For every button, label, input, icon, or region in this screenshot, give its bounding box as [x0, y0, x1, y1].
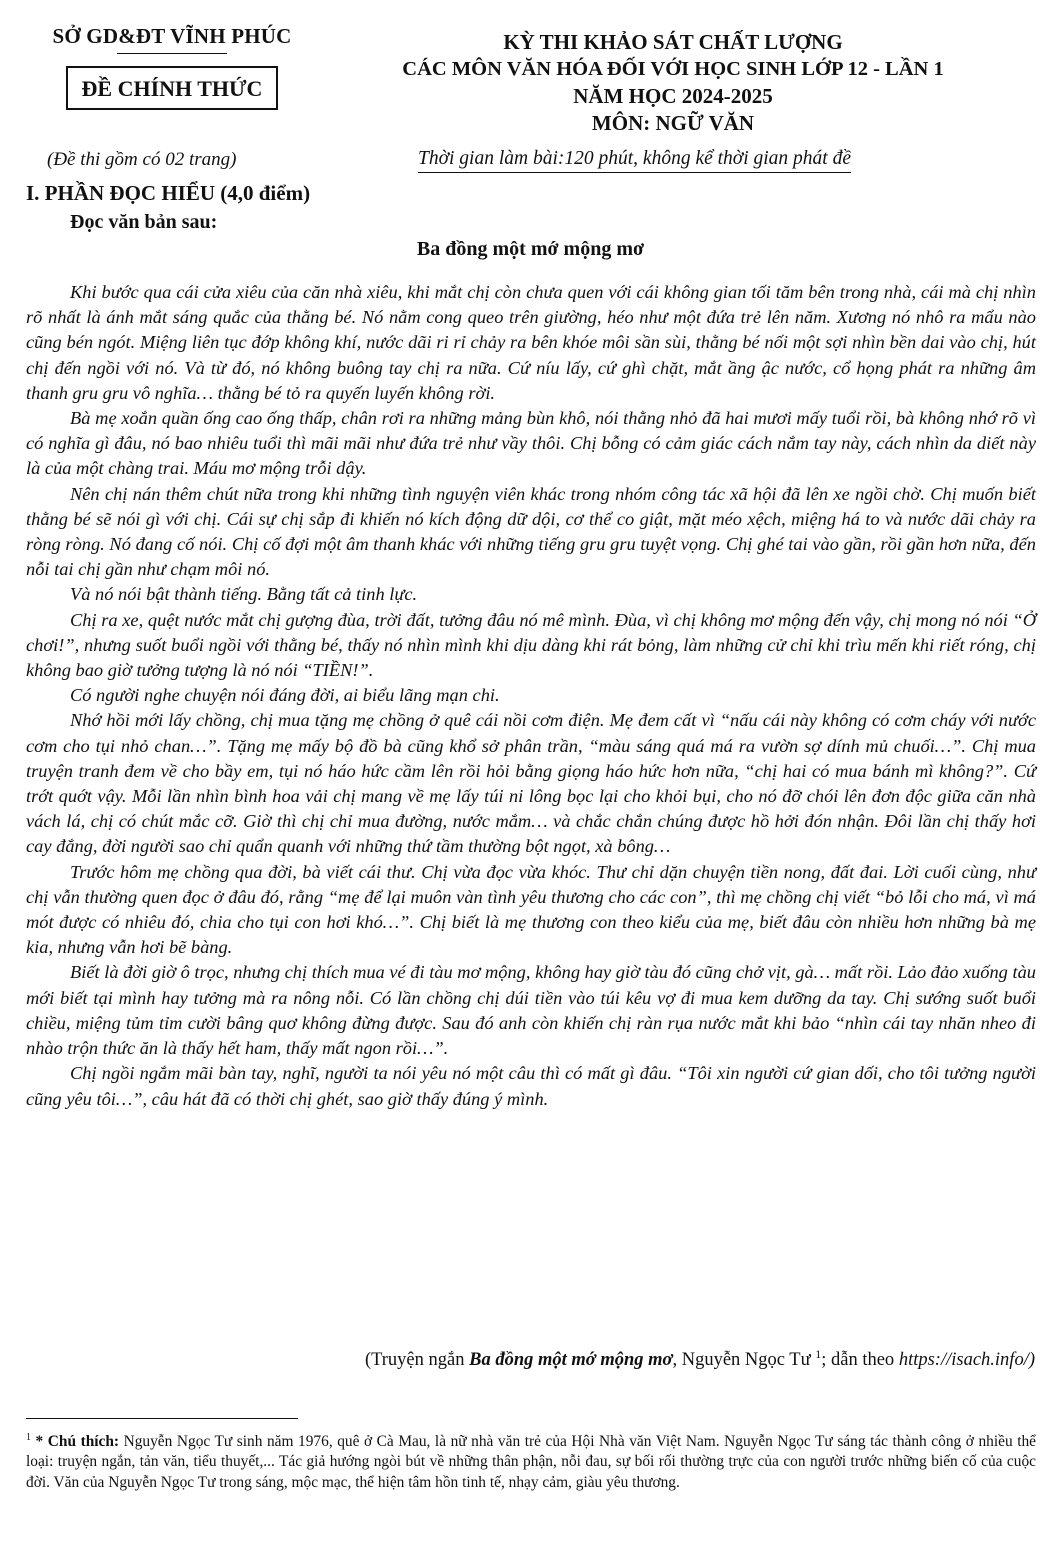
section-heading: I. PHẦN ĐỌC HIỂU (4,0 điểm) — [26, 181, 311, 205]
paragraph: Nên chị nán thêm chút nữa trong khi những tình nguyện viên khác trong nhóm công tác xã hội đã lên xe ngồi chờ. Chị muốn biết thằng bé sẽ nói gì với chị. Cái sự chị sắp đi khiến nó kích động dữ dội, cơ thể co giật, mặt méo xệch, miệng há to và nước dãi chảy ra ròng ròng. Nó đang cố nói. Chị cố đợi một âm thanh khác với những tiếng gru gru tuyệt vọng. Chị ghé tai vào gần, rồi gần hơn nữa, đến nỗi tai chị gần như chạm môi nó. — [26, 483, 1036, 580]
paragraph: Bà mẹ xoắn quần ống cao ống thấp, chân rơi ra những mảng bùn khô, nói thằng nhỏ đã hai mươi mấy tuổi rồi, bà không nhớ rõ vì có nghĩa gì đâu, nó bao nhiêu tuổi thì mãi mãi như đứa trẻ như vầy thôi. Chị bỗng có cảm giác cách nắm tay này, cách nhìn da diết này là của một chàng trai. Máu mơ mộng trỗi dậy. — [26, 408, 1036, 479]
paragraph: Chị ngồi ngắm mãi bàn tay, nghĩ, người ta nói yêu nó một câu thì có mất gì đâu. “Tôi xin người cứ gian dối, cho tôi tưởng người cũng yêu tôi…”, câu hát đã có thời chị ghét, sao giờ thấy đúng ý mình. — [26, 1063, 1036, 1109]
footnote — [26, 1428, 1036, 1493]
source-work-title: Ba đồng một mớ mộng mơ — [469, 1350, 673, 1371]
department-underline — [117, 53, 227, 54]
paragraph: Khi bước qua cái cửa xiêu của căn nhà xiêu, khi mắt chị còn chưa quen với cái không gian tối tăm bên trong nhà, cái mà chị nhìn rõ nhất là ánh mắt sáng quắc của thằng bé. Nó nằm cong queo trên giường, héo như một đứa trẻ lên năm. Xương nó nhô ra mẩu nào cũng bén ngót. Miệng liên tục đớp không khí, nước dãi ri rỉ chảy ra bên khóe môi sần sùi, thằng bé nối một sợi nhìn bền dai vào chị, hút chị đến ngồi với nó. Và từ đó, nó không buông tay chị ra nữa. Cứ níu lấy, cứ ghì chặt, mắt ầng ậc nước, cổ họng phát ra những âm thanh gru gru vô nghĩa… thằng bé tỏ ra quyến luyến không rời. — [26, 282, 1036, 403]
pages-note: (Đề thi gồm có 02 trang) — [47, 149, 237, 170]
story-text — [26, 280, 1036, 1112]
source-citation — [365, 1347, 1035, 1371]
school-year: NĂM HỌC 2024-2025 — [573, 84, 773, 108]
paragraph: Và nó nói bật thành tiếng. Bằng tất cả tinh lực. — [70, 584, 418, 605]
paragraph: Có người nghe chuyện nói đáng đời, ai biểu lãng mạn chi. — [70, 685, 500, 706]
subject: MÔN: NGỮ VĂN — [591, 111, 755, 135]
paragraph: Chị ra xe, quệt nước mắt chị gượng đùa, trời đất, tưởng đâu nó mê mình. Đùa, vì chị không mơ mộng đến vậy, chị mong nó nói “Ở chơi!”, nhưng suốt buổi ngồi với thằng bé, thấy nó nhìn mình khi dịu dàng khi rát bỏng, làm những cử chỉ khi trìu mến khi riết róng, chị không bao giờ tưởng tượng là nó nói “TIỀN!”. — [26, 609, 1036, 681]
story-title: Ba đồng một mớ mộng mơ — [416, 238, 645, 260]
footnote-divider — [26, 1418, 298, 1419]
exam-title-line-2: CÁC MÔN VĂN HÓA ĐỐI VỚI HỌC SINH LỚP 12 - LẦN 1 — [402, 58, 944, 80]
official-exam-box: ĐỀ CHÍNH THỨC — [66, 66, 279, 110]
paragraph: Trước hôm mẹ chồng qua đời, bà viết cái thư. Chị vừa đọc vừa khóc. Thư chỉ dặn chuyện tiền nong, đất đai. Lời cuối cùng, như chị vẫn thường quen đọc ở đâu đó, rằng “mẹ để lại muôn vàn tình yêu thương cho các con”, thì mẹ chồng chị viết “bỏ lỗi cho má, vì má mót được có nhiêu đó, chia cho tụi con hơi khó…”. Chị biết là mẹ thương con theo kiểu của mẹ, biết đâu còn nhiều hơn những bà mẹ kia, nhưng vẫn hơi bẽ bàng. — [26, 861, 1036, 958]
footnote-label: * Chú thích: — [31, 1433, 120, 1451]
footnote-text: Nguyễn Ngọc Tư sinh năm 1976, quê ở Cà Mau, là nữ nhà văn trẻ của Hội Nhà văn Việt Nam. Nguyễn Ngọc Tư sáng tác thành công ở nhiều thể loại: truyện ngắn, tản văn, tiểu thuyết,... Tác giả hướng ngòi bút về những thân phận, nỗi đau, sự bối rối thường trực của con người trước những biến cố của cuộc đời. Văn của Nguyễn Ngọc Tư trong sáng, mộc mạc, thể hiện tâm hồn tinh tế, nhạy cảm, giàu yêu thương. — [26, 1433, 1036, 1491]
reading-instruction: Đọc văn bản sau: — [70, 211, 218, 233]
source-prefix: (Truyện ngắn — [364, 1350, 470, 1371]
source-author: , Nguyễn Ngọc Tư — [672, 1350, 816, 1371]
source-cite-prefix: ; dẫn theo — [821, 1350, 899, 1371]
source-url: https://isach.info/) — [898, 1350, 1035, 1371]
exam-title-line-1: KỲ THI KHẢO SÁT CHẤT LƯỢNG — [503, 30, 843, 54]
header-left — [22, 24, 322, 110]
header-right — [368, 29, 978, 137]
time-note: Thời gian làm bài:120 phút, không kể thời gian phát đề — [418, 148, 851, 173]
paragraph: Biết là đời giờ ô trọc, nhưng chị thích mua vé đi tàu mơ mộng, không hay giờ tàu đó cũng chở vịt, gà… mất rồi. Lảo đảo xuống tàu mới biết tại mình hay tưởng mà ra nông nỗi. Có lần chồng chị dúi tiền vào túi kêu vợ đi mua kem dưỡng da tay. Chị sướng suốt buổi chiều, miệng tủm tỉm cười bâng quơ không đừng được. Sau đó anh còn khiến chị ràn rụa nước mắt khi bảo “nhìn cái tay nhăn nheo đi nhào trộn thức ăn là thấy hết ham, thấy mất ngon rồi…”. — [26, 962, 1036, 1059]
source-footnote-mark: 1 — [815, 1347, 822, 1361]
department-name: SỞ GD&ĐT VĨNH PHÚC — [52, 24, 292, 48]
footnote-mark: 1 — [26, 1432, 31, 1443]
paragraph: Nhớ hồi mới lấy chồng, chị mua tặng mẹ chồng ở quê cái nồi cơm điện. Mẹ đem cất vì “nấu cái này không có cơm cháy với nước cơm cho tụi nhỏ chan…”. Tặng mẹ mấy bộ đồ bà cũng khổ sở phân trần, “màu sáng quá má ra vườn sợ dính mủ chuối…”. Chị mua truyện tranh đem về cho bầy em, tụi nó háo hức cầm lên rồi hỏi bằng giọng háo hức hơn nữa, “chị hai có mua bánh mì không?”. Cứ trớt quớt vậy. Mỗi lần nhìn bình hoa vải chị mang về mẹ lấy túi ni lông bọc lại cho khỏi bụi, cho nó đỡ chói lên đơn độc giữa căn nhà vách lá, chị có chút mắc cỡ. Giờ thì chị chỉ mua đường, nước mắm… và chắc chắn chúng được hồ hởi đón nhận. Đôi lần chị thấy hơi cay đắng, đời người sao chỉ quẩn quanh với những thứ tầm thường bột ngọt, xà bông… — [26, 710, 1036, 857]
